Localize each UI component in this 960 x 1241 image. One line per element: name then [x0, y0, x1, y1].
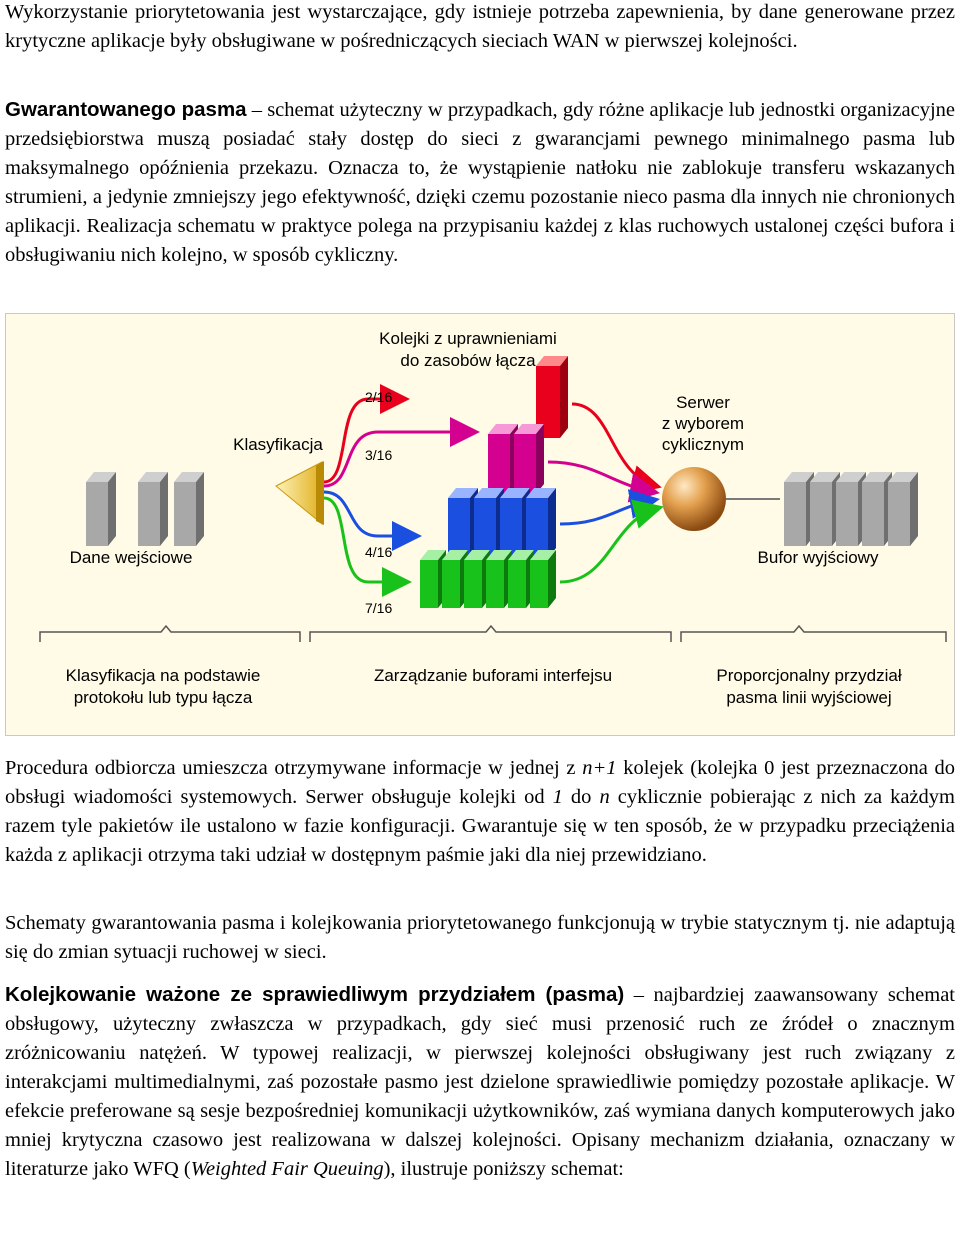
share-label-blue: 4/16	[365, 544, 393, 560]
input-data-label: Dane wejściowe	[69, 548, 193, 567]
figure-title-line2: do zasobów łącza	[400, 351, 536, 370]
paragraph-static-schemes	[5, 909, 955, 967]
bottom-right-label-line2: pasma linii wyjściowej	[726, 688, 892, 707]
server-arrow-blue	[560, 500, 654, 524]
input-packet	[86, 472, 116, 546]
paragraph-round-robin-text-1: Procedura odbiorcza umieszcza otrzymywane informacje w jednej z	[5, 757, 583, 779]
bottom-left-label-line1: Klasyfikacja na podstawie	[65, 666, 261, 685]
paragraph-round-robin-text-3: do	[562, 786, 600, 808]
paragraph-round-robin-text-2: kolejek (kolejka 0 jest przeznaczona do obsługi wiadomości systemowych. Serwer obsługuje kolejki od	[5, 757, 955, 808]
var-1: 1	[552, 786, 563, 808]
term-wfq: Kolejkowanie ważone ze sprawiedliwym przydziałem (pasma)	[5, 983, 625, 1006]
term-guaranteed-bandwidth: Gwarantowanego pasma	[5, 98, 247, 121]
queue-diagram	[5, 313, 955, 736]
brace-right	[681, 626, 946, 642]
term-weighted-fair-queuing: Weighted Fair Queuing	[190, 1158, 384, 1180]
classification-label: Klasyfikacja	[233, 435, 323, 454]
paragraph-guaranteed-bandwidth-text: – schemat użyteczny w przypadkach, gdy różne aplikacje lub jednostki organizacyjne przedsiębiorstwa muszą posiadać stały dostęp do sieci z gwarancjami pewnego minimalnego pasma lub maksymalnego opóźnienia przekazu. Oznacza to, że wystąpienie natłoku nie zablokuje transferu wskazanych strumieni, a jedynie zmniejszy jego efektywność, dzięki czemu pozostanie nieco pasma dla innych nie chronionych aplikacji. Realizacja schematu w praktyce polega na przypisaniu każdej z klas ruchowych ustalonej części bufora i obsługiwaniu nich kolejno, w sposób cykliczny.	[5, 99, 955, 266]
bottom-right-label-line1: Proporcjonalny przydział	[716, 666, 902, 685]
output-buffer-label: Bufor wyjściowy	[757, 548, 879, 567]
paragraph-round-robin-text-4: cyklicznie pobierając z nich za każdym razem tyle pakietów ile ustalono w fazie konfiguracji. Gwarantuje się w ten sposób, że w przypadku przeciążenia każda z aplikacji otrzyma taki udział w dostępnym paśmie jaki dla niej przewidziano.	[5, 786, 955, 866]
var-n-plus-1: n+1	[582, 757, 617, 779]
share-label-red: 2/16	[365, 389, 393, 405]
paragraph-round-robin	[5, 754, 955, 870]
branch-arrow-red	[324, 399, 404, 482]
queue-blue	[448, 488, 556, 558]
branch-arrow-magenta	[324, 432, 474, 486]
classifier-funnel	[276, 462, 322, 524]
bottom-middle-label: Zarządzanie buforami interfejsu	[373, 666, 613, 685]
input-packets	[86, 472, 204, 546]
bottom-left-label-line2: protokołu lub typu łącza	[73, 688, 253, 707]
round-robin-server	[662, 467, 726, 531]
paragraph-guaranteed-bandwidth	[5, 95, 955, 270]
queue-green	[420, 550, 556, 608]
paragraph-wfq	[5, 980, 955, 1184]
server-label-line2: z wyborem	[661, 414, 745, 433]
paragraph-wfq-text-2: ), ilustruje poniższy schemat:	[383, 1158, 624, 1180]
output-buffer-packets	[784, 472, 918, 546]
queue-diagram-svg	[6, 314, 956, 737]
server-label-line3: cyklicznym	[661, 435, 745, 454]
share-label-magenta: 3/16	[365, 447, 393, 463]
paragraph-static-schemes-text: Schematy gwarantowania pasma i kolejkowania priorytetowanego funkcjonują w trybie statycznym tj. nie adaptują się do zmian sytuacji ruchowej w sieci.	[5, 912, 955, 963]
var-n: n	[599, 786, 610, 808]
server-label-line1: Serwer	[676, 393, 730, 412]
brace-middle	[310, 626, 671, 642]
server-arrow-red	[572, 404, 656, 486]
queue-magenta	[488, 424, 544, 494]
input-packet	[138, 472, 168, 546]
branch-arrow-green	[324, 498, 406, 582]
server-arrow-green	[560, 508, 658, 582]
figure-title-line1: Kolejki z uprawnieniami	[379, 329, 557, 348]
paragraph-priority	[5, 0, 955, 56]
share-label-green: 7/16	[365, 600, 393, 616]
input-packet	[174, 472, 204, 546]
brace-left	[40, 626, 300, 642]
paragraph-priority-text: Wykorzystanie priorytetowania jest wystarczające, gdy istnieje potrzeba zapewnienia, by dane generowane przez krytyczne aplikacje były obsługiwane w pośredniczących sieciach WAN w pierwszej kolejności.	[5, 1, 955, 52]
paragraph-wfq-text-1: – najbardziej zaawansowany schemat obsługowy, użyteczny zwłaszcza w przypadkach, gdy sieć musi przenosić ruch ze źródeł o znacznym zróżnicowaniu natężeń. W typowej realizacji, w pierwszej kolejności obsługiwany jest ruch związany z interakcjami multimedialnymi, zaś pozostałe pasmo jest dzielone sprawiedliwie pomiędzy pozostałe aplikacje. W efekcie preferowane są sesje bezpośredniej komunikacji użytkowników, zaś wymiana danych komputerowych jako mniej krytyczna czasowo jest realizowana w dalszej kolejności. Opisany mechanizm działania, oznaczany w literaturze jako WFQ (	[5, 984, 955, 1180]
